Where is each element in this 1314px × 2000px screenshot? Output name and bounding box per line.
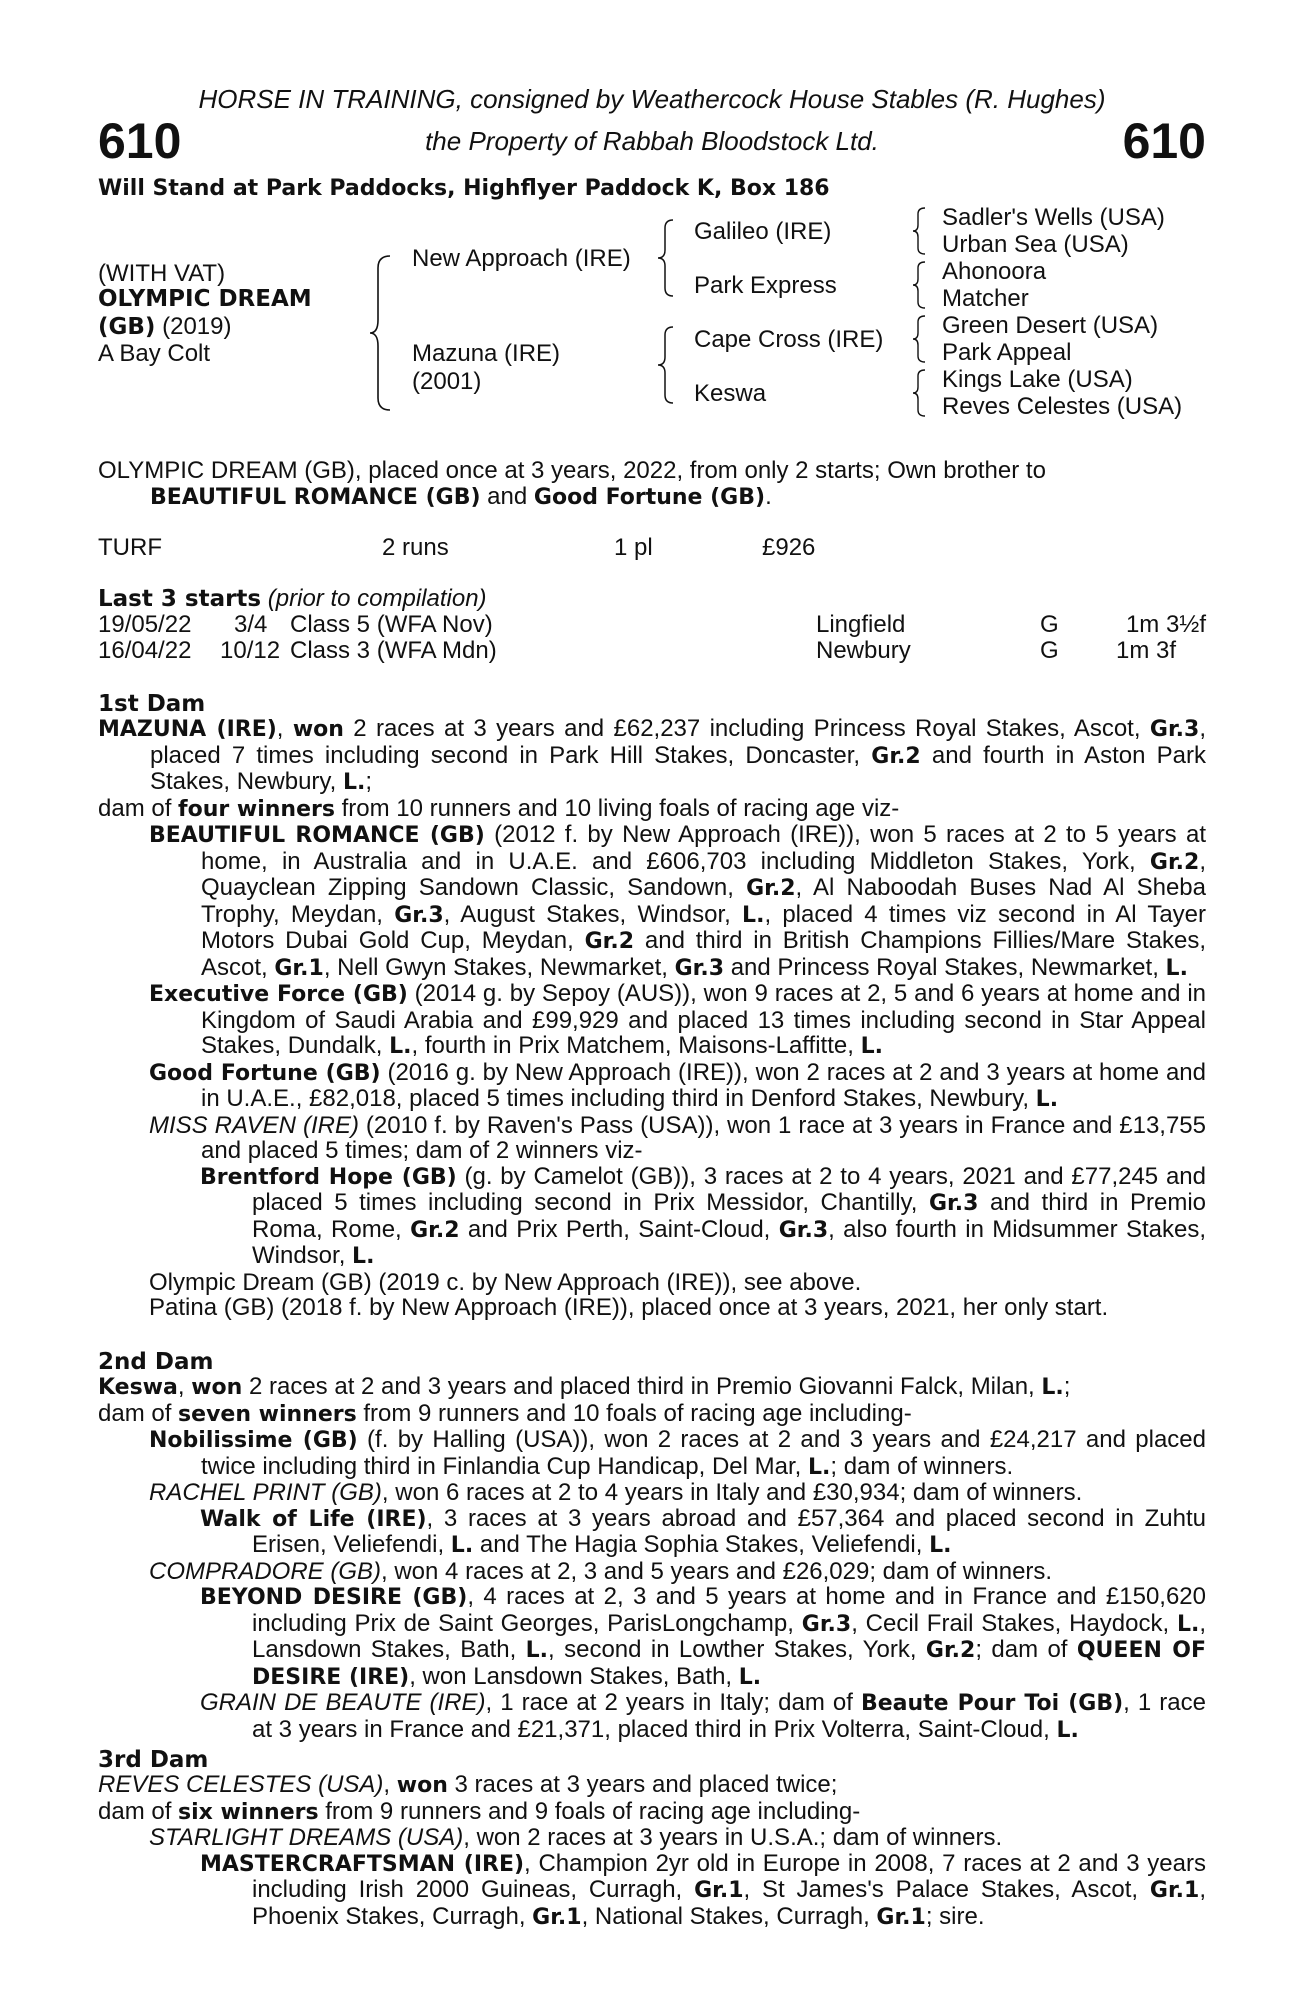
dam-sire: Cape Cross (IRE) bbox=[694, 326, 884, 353]
second-dam-section bbox=[98, 1374, 1206, 1743]
grandprogeny-walk-of-life: Walk of Life (IRE), 3 races at 3 years abroad and £57,364 and placed second in Zuhtu Erisen, Veliefendi, L. and The Hagia Sophia Stakes, Veliefendi, L. bbox=[200, 1504, 1206, 1558]
last-starts-title: Last 3 starts (prior to compilation) bbox=[98, 585, 487, 612]
start-row-course-1: Newbury bbox=[816, 637, 911, 664]
horse-year: (2019) bbox=[162, 313, 232, 340]
record-placed: 1 pl bbox=[614, 534, 653, 561]
start-row-course-0: Lingfield bbox=[816, 611, 906, 638]
sire-sire: Galileo (IRE) bbox=[694, 218, 832, 245]
sss-brace bbox=[910, 206, 930, 256]
progeny-patina: Patina (GB) (2018 f. by New Approach (IRE)), placed once at 3 years, 2021, her only start. bbox=[149, 1294, 1109, 1321]
ssd-name: Urban Sea (USA) bbox=[942, 231, 1129, 258]
summary-brothers: BEAUTIFUL ROMANCE (GB) and Good Fortune (GB). bbox=[150, 482, 772, 510]
vat-status: (WITH VAT) bbox=[98, 260, 226, 287]
start-row-race-0: Class 5 (WFA Nov) bbox=[290, 611, 493, 638]
dam-line-brace bbox=[655, 325, 679, 405]
sire-line-brace bbox=[655, 218, 679, 298]
second-dam-record: Keswa, won 2 races at 2 and 3 years and placed third in Premio Giovanni Falck, Milan, L.; bbox=[98, 1373, 1071, 1400]
ddd-name: Reves Celestes (USA) bbox=[942, 393, 1183, 420]
second-dam-title: 2nd Dam bbox=[98, 1349, 214, 1375]
grandprogeny-grain-de-beaute: GRAIN DE BEAUTE (IRE), 1 race at 2 years in Italy; dam of Beaute Pour Toi (GB), 1 race at 3 years in France and £21,371, placed third in Prix Volterra, Saint-Cloud, L. bbox=[200, 1689, 1206, 1743]
progeny-olympic-dream: Olympic Dream (GB) (2019 c. by New Approach (IRE)), see above. bbox=[149, 1268, 862, 1296]
horse-name: OLYMPIC DREAM bbox=[98, 286, 312, 312]
progeny-beautiful-romance: BEAUTIFUL ROMANCE (GB) (2012 f. by New Approach (IRE)), won 5 races at 2 to 5 years at home, in Australia and in U.A.E. and £606,703 including Middleton Stakes, York, Gr.2, Quayclean Zipping Sandown Classic, Sandown, Gr.2, Al Naboodah Buses Nad Al Sheba Trophy, Meydan, Gr.3, August Stakes, Windsor, L., placed 4 times viz second in Al Tayer Motors Dubai Gold Cup, Meydan, Gr.2 and third in British Champions Fillies/Mare Stakes, Ascot, Gr.1, Nell Gwyn Stakes, Newmarket, Gr.3 and Princess Royal Stakes, Newmarket, L. bbox=[149, 821, 1207, 981]
lot-number-left: 610 bbox=[98, 113, 182, 169]
record-surface: TURF bbox=[98, 534, 162, 561]
horse-country-year bbox=[98, 313, 231, 341]
third-dam-produce: dam of six winners from 9 runners and 9 foals of racing age including- bbox=[98, 1797, 861, 1825]
second-dam-produce: dam of seven winners from 9 runners and 10 foals of racing age including- bbox=[98, 1399, 912, 1427]
progeny-good-fortune: Good Fortune (GB) (2016 g. by New Approach (IRE)), won 2 races at 2 and 3 years at home and in U.A.E., £82,018, placed 5 times including third in Denford Stakes, Newbury, L. bbox=[149, 1058, 1206, 1112]
grandprogeny-beyond-desire: BEYOND DESIRE (GB), 4 races at 2, 3 and 5 years at home and in France and £150,620 including Prix de Saint Georges, ParisLongchamp, Gr.3, Cecil Frail Stakes, Haydock, L., Lansdown Stakes, Bath, L., second in Lowther Stakes, York, Gr.2; dam of QUEEN OF DESIRE (IRE), won Lansdown Stakes, Bath, L. bbox=[200, 1583, 1207, 1690]
start-row-date-0: 19/05/22 bbox=[98, 611, 192, 638]
catalogue-page bbox=[98, 0, 1206, 2000]
progeny-rachel-print: RACHEL PRINT (GB), won 6 races at 2 to 4 years in Italy and £30,934; dam of winners. bbox=[149, 1479, 1083, 1506]
grandprogeny-mastercraftsman: MASTERCRAFTSMAN (IRE), Champion 2yr old in Europe in 2008, 7 races at 2 and 3 years including Irish 2000 Guineas, Curragh, Gr.1, St James's Palace Stakes, Ascot, Gr.1, Phoenix Stakes, Curragh, Gr.1, National Stakes, Curragh, Gr.1; sire. bbox=[200, 1849, 1207, 1930]
third-dam-title: 3rd Dam bbox=[98, 1747, 209, 1773]
progeny-executive-force: Executive Force (GB) (2014 g. by Sepoy (AUS)), won 9 races at 2, 5 and 6 years at home and in Kingdom of Saudi Arabia and £99,929 and placed 13 times including second in Star Appeal Stakes, Dundalk, L., fourth in Prix Matchem, Maisons-Laffitte, L. bbox=[149, 980, 1206, 1059]
sdd-name: Matcher bbox=[942, 285, 1029, 312]
progeny-starlight-dreams: STARLIGHT DREAMS (USA), won 2 races at 3 years in U.S.A.; dam of winners. bbox=[149, 1824, 1003, 1851]
sds-brace bbox=[910, 260, 930, 310]
property-line: the Property of Rabbah Bloodstock Ltd. bbox=[425, 126, 879, 156]
start-row-going-0: G bbox=[1040, 611, 1059, 638]
lot-number-right: 610 bbox=[1122, 113, 1206, 169]
dam-year: (2001) bbox=[412, 368, 482, 395]
grandprogeny-brentford-hope: Brentford Hope (GB) (g. by Camelot (GB)), 3 races at 2 to 4 years, 2021 and £77,245 and placed 5 times including second in Prix Messidor, Chantilly, Gr.3 and third in Premio Roma, Rome, Gr.2 and Prix Perth, Saint-Cloud, Gr.3, also fourth in Midsummer Stakes, Windsor, L. bbox=[200, 1162, 1207, 1269]
horse-description: A Bay Colt bbox=[98, 340, 211, 367]
sire-dam: Park Express bbox=[694, 272, 837, 299]
record-runs: 2 runs bbox=[382, 534, 449, 561]
sds-name: Ahonoora bbox=[942, 258, 1047, 285]
start-row-dist-0: 1m 3½f bbox=[1125, 611, 1206, 638]
progeny-nobilissime: Nobilissime (GB) (f. by Halling (USA)), won 2 races at 2 and 3 years and £24,217 and placed twice including third in Finlandia Cup Handicap, Del Mar, L.; dam of winners. bbox=[149, 1426, 1206, 1480]
summary-paragraph bbox=[98, 458, 1206, 510]
record-earnings: £926 bbox=[762, 534, 816, 561]
horse-country: (GB) bbox=[98, 314, 156, 340]
dam-dam: Keswa bbox=[694, 380, 767, 407]
progeny-miss-raven: MISS RAVEN (IRE) (2010 f. by Raven's Pass (USA)), won 1 race at 3 years in France and £13,755 and placed 5 times; dam of 2 winners viz- bbox=[149, 1111, 1207, 1164]
start-row-going-1: G bbox=[1040, 637, 1059, 664]
dam-name: Mazuna (IRE) bbox=[412, 340, 561, 367]
start-row-pos-1: 10/12 bbox=[220, 637, 281, 664]
first-dam-produce: dam of four winners from 10 runners and 10 living foals of racing age viz- bbox=[98, 794, 900, 822]
dsd-name: Park Appeal bbox=[942, 339, 1072, 366]
first-dam-record: MAZUNA (IRE), won 2 races at 3 years and £62,237 including Princess Royal Stakes, Ascot, Gr.3, placed 7 times including second in Park Hill Stakes, Doncaster, Gr.2 and fourth in Aston Park Stakes, Newbury, L.; bbox=[98, 715, 1207, 795]
consignor-line: HORSE IN TRAINING, consigned by Weathercock House Stables (R. Hughes) bbox=[198, 84, 1106, 114]
first-dam-section bbox=[98, 716, 1206, 1321]
third-dam-record: REVES CELESTES (USA), won 3 races at 3 years and placed twice; bbox=[98, 1771, 838, 1798]
third-dam-section bbox=[98, 1772, 1206, 1930]
dss-brace bbox=[910, 314, 930, 364]
dds-brace bbox=[910, 368, 930, 418]
stand-location: Will Stand at Park Paddocks, Highflyer Paddock K, Box 186 bbox=[98, 176, 830, 201]
start-row-date-1: 16/04/22 bbox=[98, 637, 192, 664]
sire-dam-brace bbox=[368, 254, 398, 412]
start-row-race-1: Class 3 (WFA Mdn) bbox=[290, 637, 497, 664]
dds-name: Kings Lake (USA) bbox=[942, 366, 1133, 393]
sire-name: New Approach (IRE) bbox=[412, 245, 631, 272]
sss-name: Sadler's Wells (USA) bbox=[942, 204, 1165, 231]
progeny-compradore: COMPRADORE (GB), won 4 races at 2, 3 and 5 years and £26,029; dam of winners. bbox=[149, 1557, 1053, 1585]
start-row-dist-1: 1m 3f bbox=[1116, 637, 1177, 664]
first-dam-title: 1st Dam bbox=[98, 691, 206, 717]
dss-name: Green Desert (USA) bbox=[942, 312, 1159, 339]
start-row-pos-0: 3/4 bbox=[234, 611, 268, 638]
summary-line: OLYMPIC DREAM (GB), placed once at 3 years, 2022, from only 2 starts; Own brother to bbox=[98, 457, 1046, 484]
